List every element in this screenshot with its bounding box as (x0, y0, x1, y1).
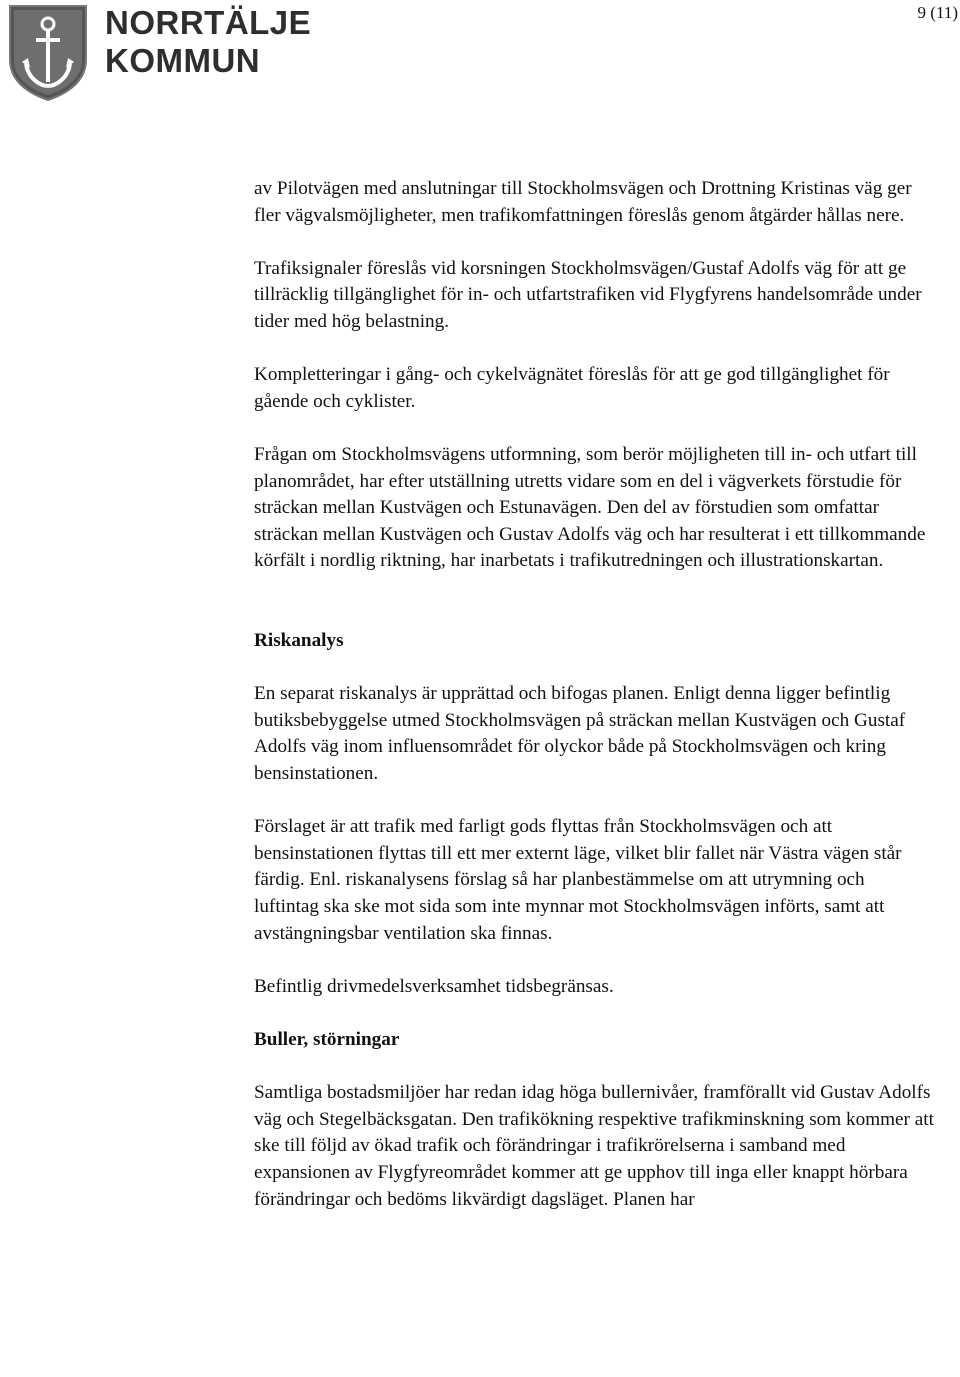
paragraph: av Pilotvägen med anslutningar till Stockholmsvägen och Drottning Kristinas väg ger fler vägvalsmöjligheter, men trafikomfattningen föreslås genom åtgärder hållas nere. (254, 178, 912, 226)
paragraph: Kompletteringar i gång- och cykelvägnätet föreslås för att ge god tillgänglighet för gående och cyklister. (254, 364, 890, 412)
municipality-logo (4, 2, 312, 102)
spacer (254, 602, 934, 629)
paragraph: Förslaget är att trafik med farligt gods flyttas från Stockholmsvägen och att bensinstationen flyttas till ett mer externt läge, vilket blir fallet när Västra vägen står färdig. Enl. riskanalysens förslag så har planbestämmelse om att utrymning och luftintag ska ske mot sida som inte mynnar mot Stockholmsvägen införts, samt att avstängningsbar ventilation ska finnas. (254, 816, 902, 944)
page-number: 9 (11) (917, 3, 958, 22)
paragraph: Trafiksignaler föreslås vid korsningen Stockholmsvägen/Gustaf Adolfs väg för att ge tillräcklig tillgänglighet för in- och utfartstrafiken vid Flygfyrens handelsområde under tider med hög belastning. (254, 257, 922, 332)
paragraph: En separat riskanalys är upprättad och bifogas planen. Enligt denna ligger befintlig butiksbebyggelse utmed Stockholmsvägen på sträckan mellan Kustvägen och Gustaf Adolfs väg inom influensområdet för olyckor både på Stockholmsvägen och kring bensinstationen. (254, 683, 906, 785)
logo-text-line1: NORRTÄLJE (105, 4, 312, 41)
paragraph: Samtliga bostadsmiljöer har redan idag höga bullernivåer, framförallt vid Gustav Adolfs väg och Stegelbäcksgatan. Den trafikökning respektive trafikminskning som kommer att ske till följd av ökad trafik och förändringar i trafikrörelserna i samband med expansionen av Flygfyreområdet kommer att ge upphov till inga eller knappt hörbara förändringar och bedöms likvärdigt dagsläget. Planen har (254, 1082, 934, 1210)
logo-text-line2: KOMMUN (105, 42, 261, 79)
page-header (0, 0, 960, 110)
paragraph: Befintlig drivmedelsverksamhet tidsbegränsas. (254, 975, 614, 997)
section-heading-buller: Buller, störningar (254, 1029, 400, 1050)
document-body (254, 176, 934, 1240)
anchor-shield-icon (4, 2, 92, 102)
paragraph: Frågan om Stockholmsvägens utformning, som berör möjligheten till in- och utfart till planområdet, har efter utställning utretts vidare som en del i vägverkets förstudie för sträckan mellan Kustvägen och Estunavägen. Den del av förstudien som omfattar sträckan mellan Kustvägen och Gustav Adolfs väg och har resulterat i ett tillkommande körfält i nordlig riktning, har inarbetats i trafikutredningen och illustrationskartan. (254, 443, 926, 572)
section-heading-riskanalys: Riskanalys (254, 630, 344, 652)
